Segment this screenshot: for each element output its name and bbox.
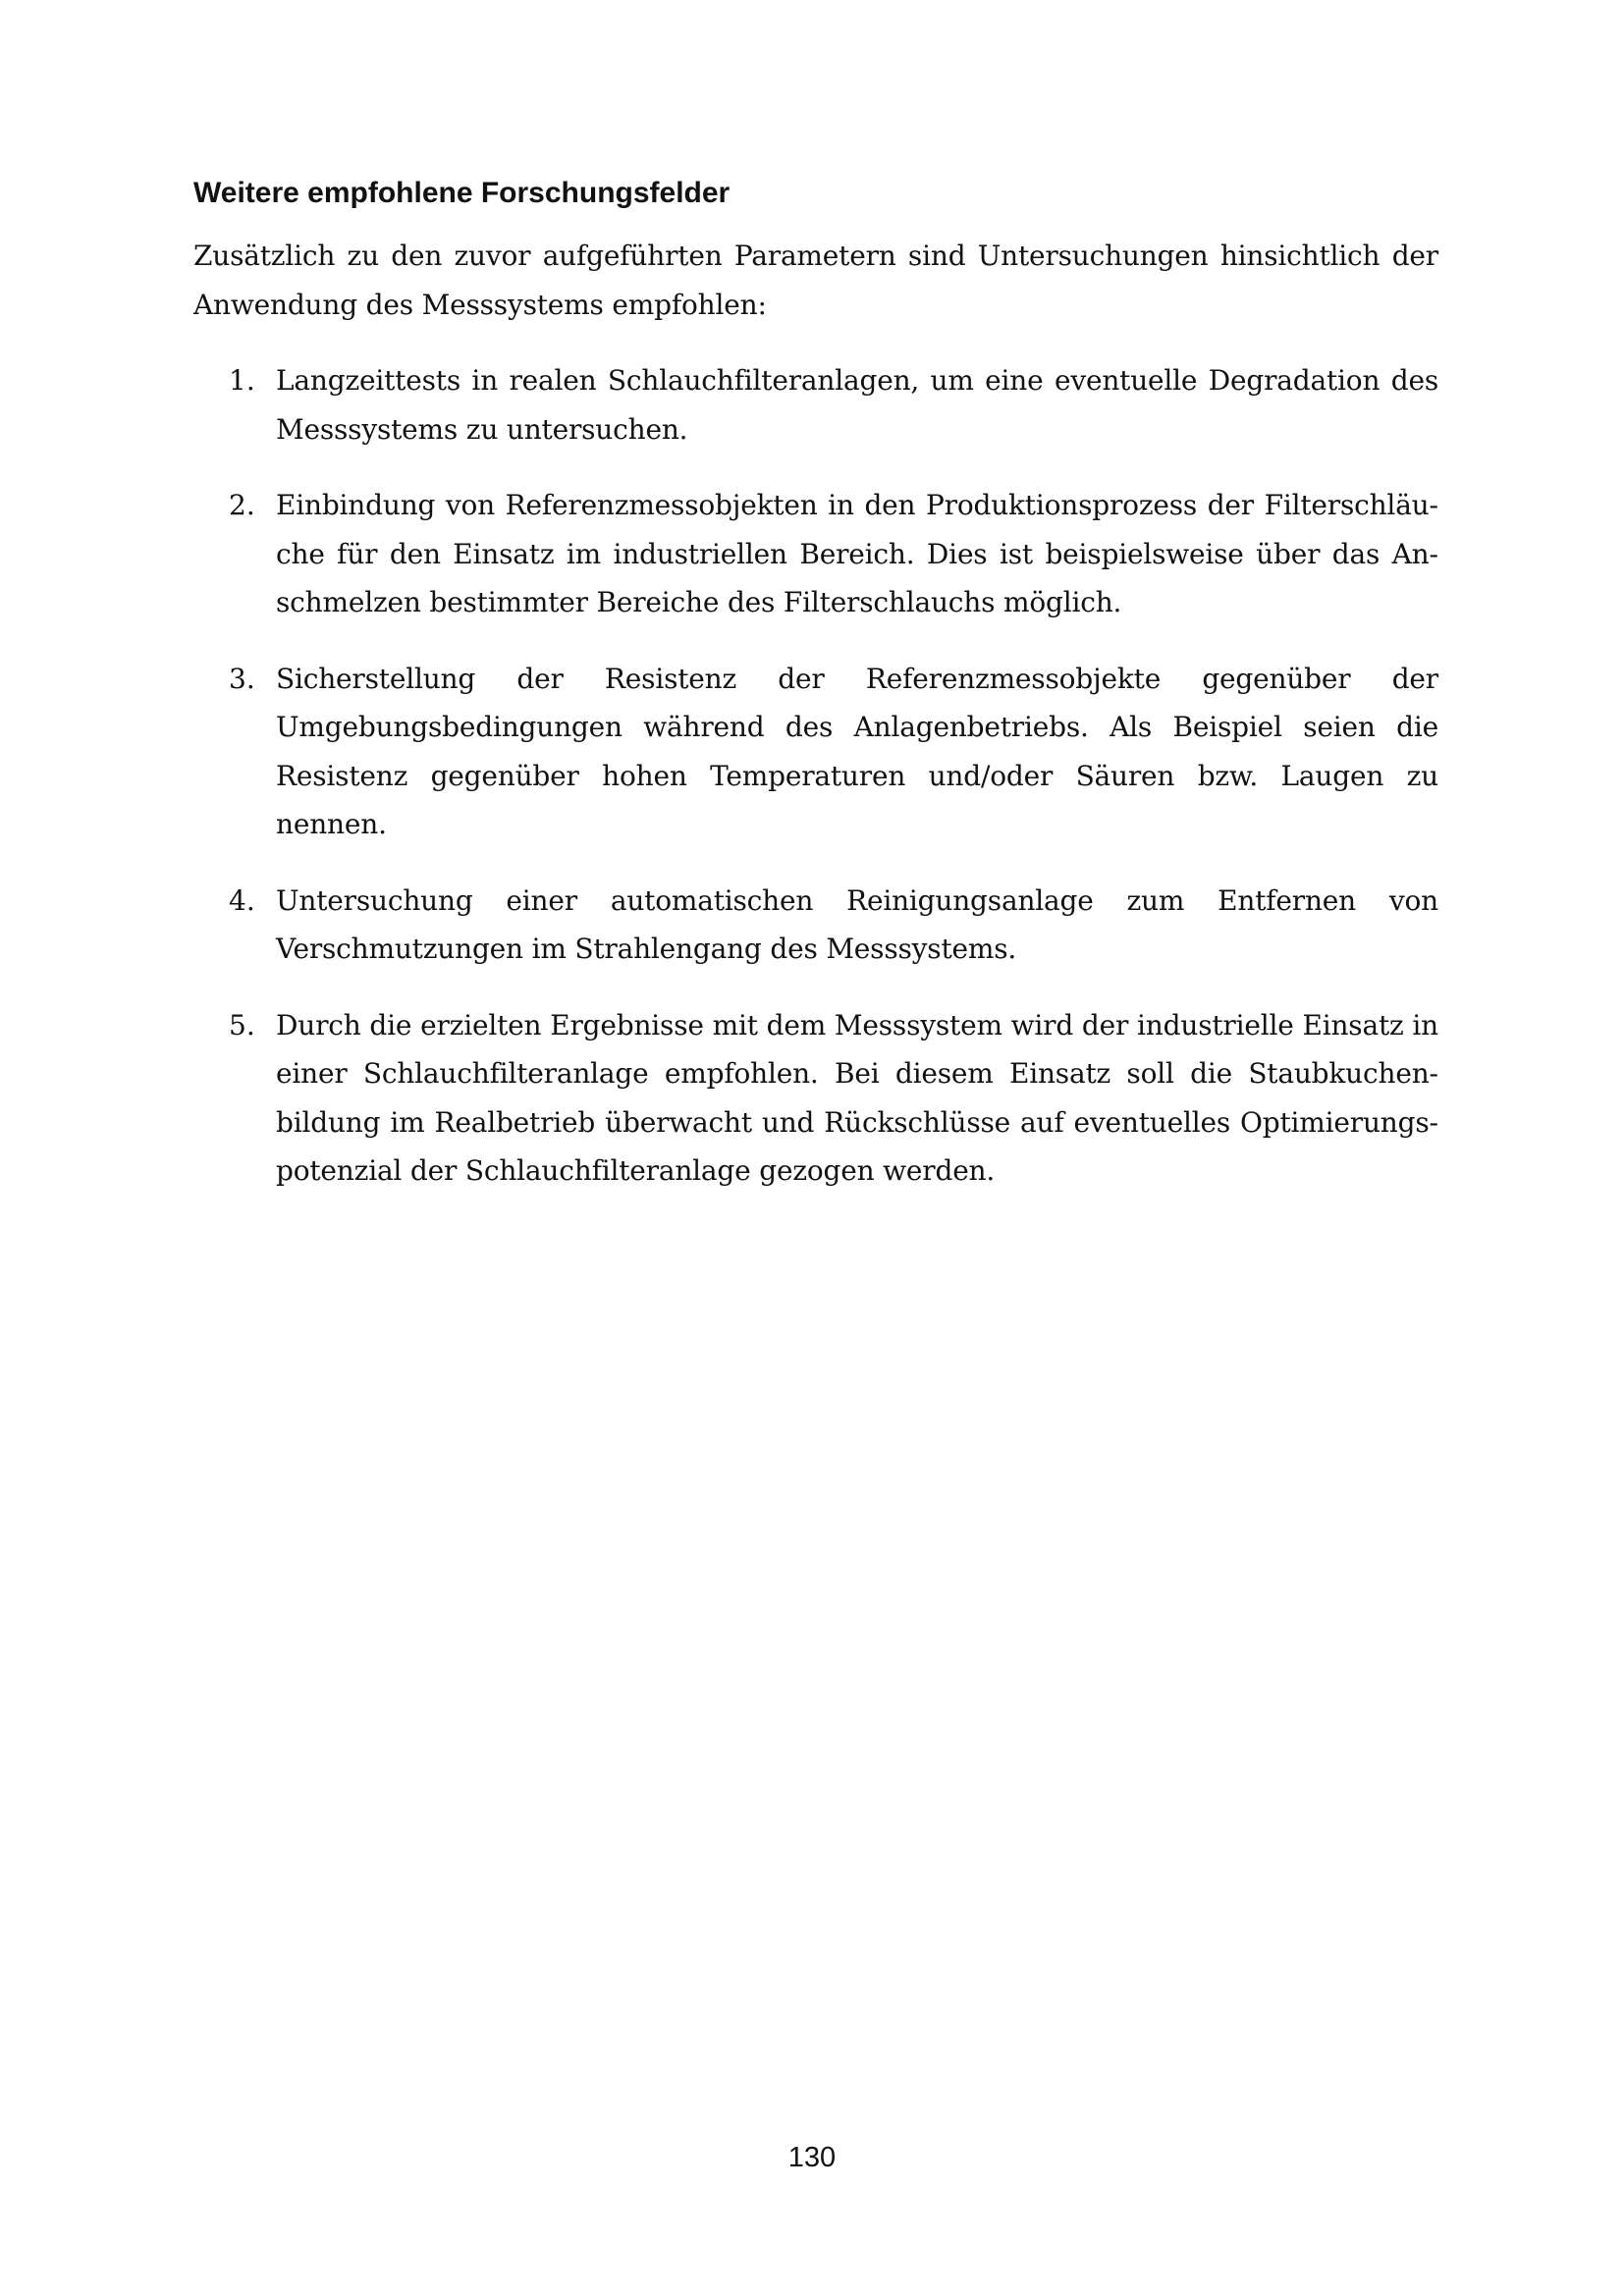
list-item-number: 4. [229, 883, 255, 917]
recommendation-list [193, 356, 1438, 1196]
page-number: 130 [787, 2142, 837, 2173]
list-item-text: Einbindung von Referenzmessobjekten in den Produktionsprozess der Filterschläuche für den Einsatz im industriellen Bereich. Dies ist beispielsweise über das Anschmelzen bestimmter Bereiche des Filterschlauchs möglich. [276, 489, 1438, 618]
list-item-text: Durch die erzielten Ergebnisse mit dem Messsystem wird der industrielle Einsatz in einer Schlauchfilteranlage empfohlen. Bei diesem Einsatz soll die Staubkuchenbildung im Realbetrieb überwacht und Rückschlüsse auf eventuelles Optimierungspotenzial der Schlauchfilteranlage gezogen werden. [276, 1008, 1438, 1187]
list-item-number: 3. [229, 662, 255, 695]
list-item [193, 877, 1438, 974]
list-item [193, 655, 1438, 849]
list-item [193, 1001, 1438, 1196]
list-item [193, 481, 1438, 627]
list-item-number: 5. [229, 1008, 255, 1041]
list-item [193, 356, 1438, 454]
list-item-text: Untersuchung einer automatischen Reinigungsanlage zum Entfernen von Verschmutzungen im Strahlengang des Messsystems. [276, 883, 1438, 965]
list-item-text: Sicherstellung der Resistenz der Referenzmessobjekte gegenüber der Umgebungsbedingungen während des Anlagenbetriebs. Als Beispiel seien die Resistenz gegenüber hohen Temperaturen und/oder Säuren bzw. Laugen zu nennen. [276, 662, 1438, 840]
list-item-number: 2. [229, 489, 255, 521]
section-heading: Weitere empfohlene Forschungsfelder [193, 177, 731, 209]
list-item-text: Langzeittests in realen Schlauchfilteranlagen, um eine eventuelle Degradation des Messsystems zu untersuchen. [276, 364, 1438, 446]
page-content [193, 175, 1438, 1223]
list-item-number: 1. [229, 364, 255, 397]
intro-paragraph: Zusätzlich zu den zuvor aufgeführten Parametern sind Untersuchungen hinsichtlich der Anwendung des Messsystems empfohlen: [193, 240, 1438, 321]
